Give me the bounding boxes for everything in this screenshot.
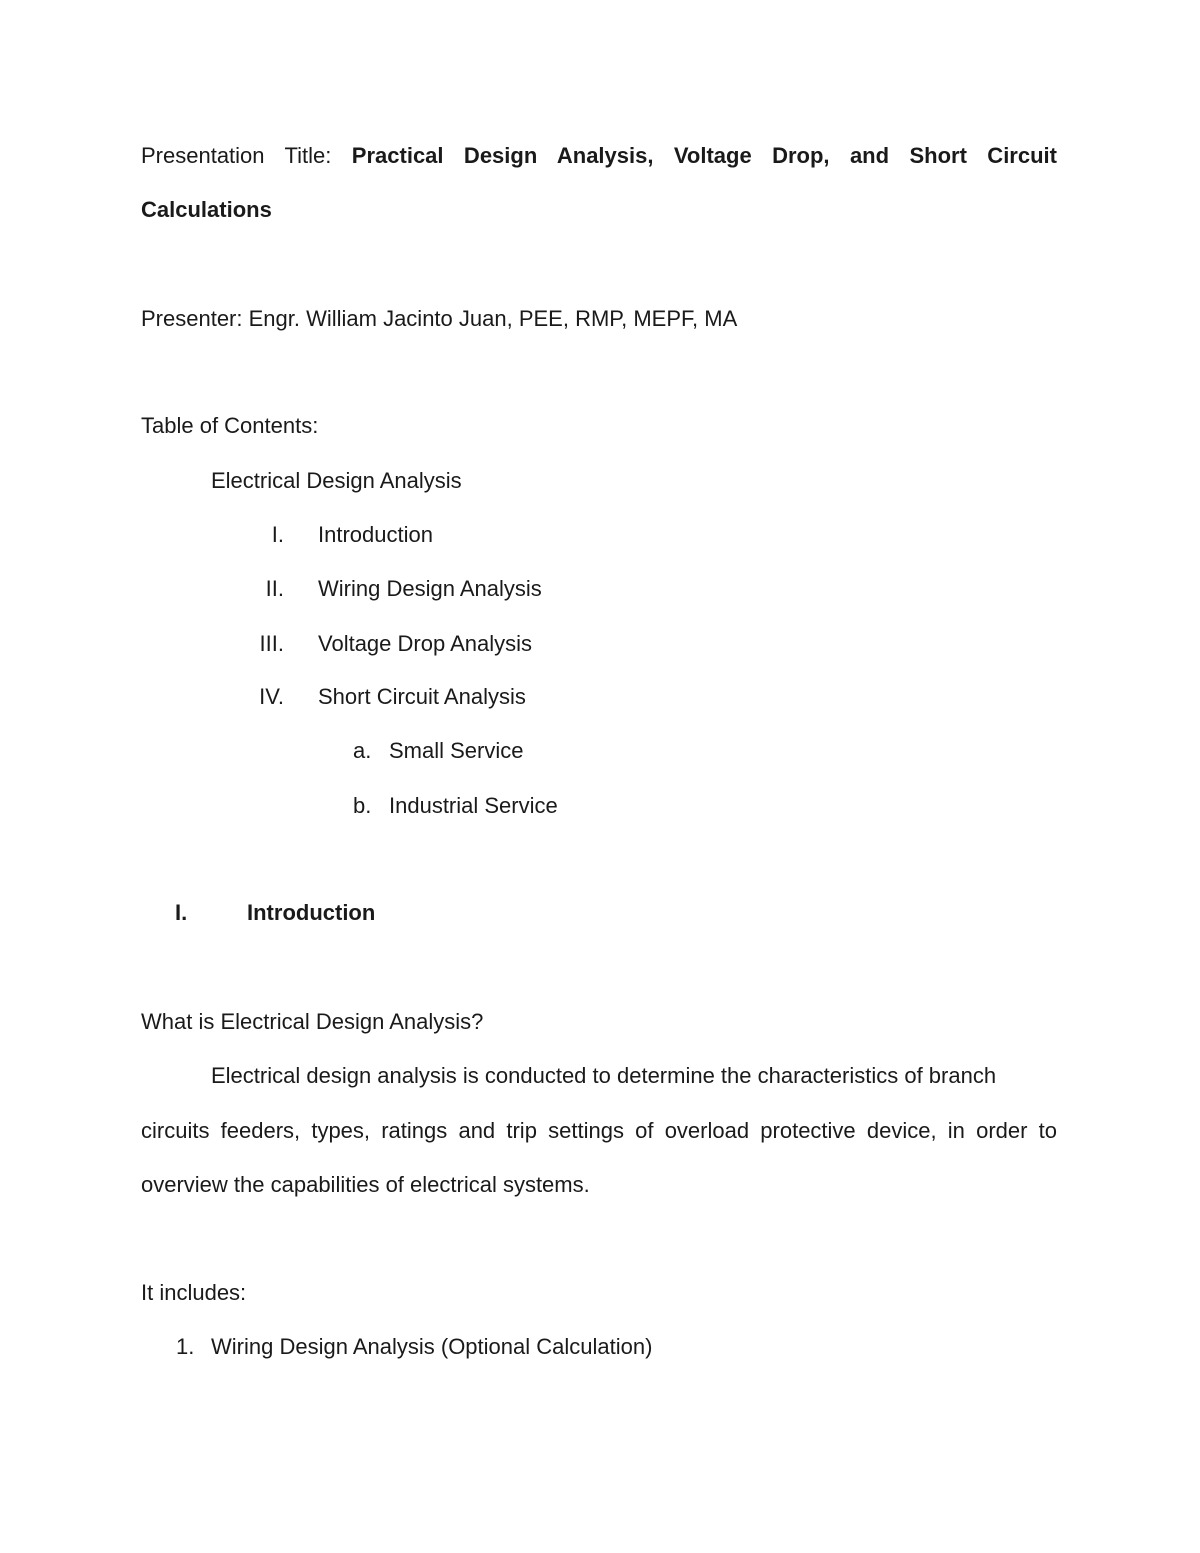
- intro-paragraph-line: circuits feeders, types, ratings and trip settings of overload protective device, in order to: [141, 1118, 1057, 1143]
- presentation-title-text: Practical Design Analysis, Voltage Drop, and Short Circuit: [351, 143, 1057, 168]
- includes-item-wiring-design: Wiring Design Analysis (Optional Calculation): [211, 1334, 653, 1359]
- intro-paragraph-line: overview the capabilities of electrical systems.: [141, 1172, 590, 1197]
- toc-item-short-circuit: Short Circuit Analysis: [318, 684, 526, 709]
- includes-label: It includes:: [141, 1280, 247, 1305]
- toc-subitem-industrial-service: Industrial Service: [389, 793, 558, 818]
- toc-subitem-number: b.: [353, 793, 372, 818]
- toc-item-voltage-drop: Voltage Drop Analysis: [318, 631, 533, 656]
- toc-item-number: III.: [259, 631, 284, 656]
- toc-section-title: Electrical Design Analysis: [211, 468, 462, 493]
- intro-question: What is Electrical Design Analysis?: [141, 1009, 484, 1034]
- presentation-title-continued: Calculations: [141, 197, 272, 222]
- toc-item-number: I.: [271, 522, 284, 547]
- toc-item-number: II.: [265, 576, 284, 601]
- includes-item-number: 1.: [176, 1334, 195, 1359]
- toc-heading: Table of Contents:: [141, 413, 319, 438]
- presenter-line: Presenter: Engr. William Jacinto Juan, PEE, RMP, MEPF, MA: [141, 306, 738, 331]
- presentation-title-line: [141, 143, 1057, 169]
- section-number: I.: [175, 900, 188, 925]
- intro-paragraph-line: Electrical design analysis is conducted to determine the characteristics of branch: [211, 1063, 997, 1088]
- toc-subitem-small-service: Small Service: [389, 738, 524, 763]
- toc-item-number: IV.: [259, 684, 284, 709]
- section-heading-introduction: Introduction: [247, 900, 376, 925]
- presentation-title-label: Presentation Title:: [141, 143, 332, 168]
- toc-item-wiring-design: Wiring Design Analysis: [318, 576, 542, 601]
- toc-item-introduction: Introduction: [318, 522, 433, 547]
- toc-subitem-number: a.: [353, 738, 372, 763]
